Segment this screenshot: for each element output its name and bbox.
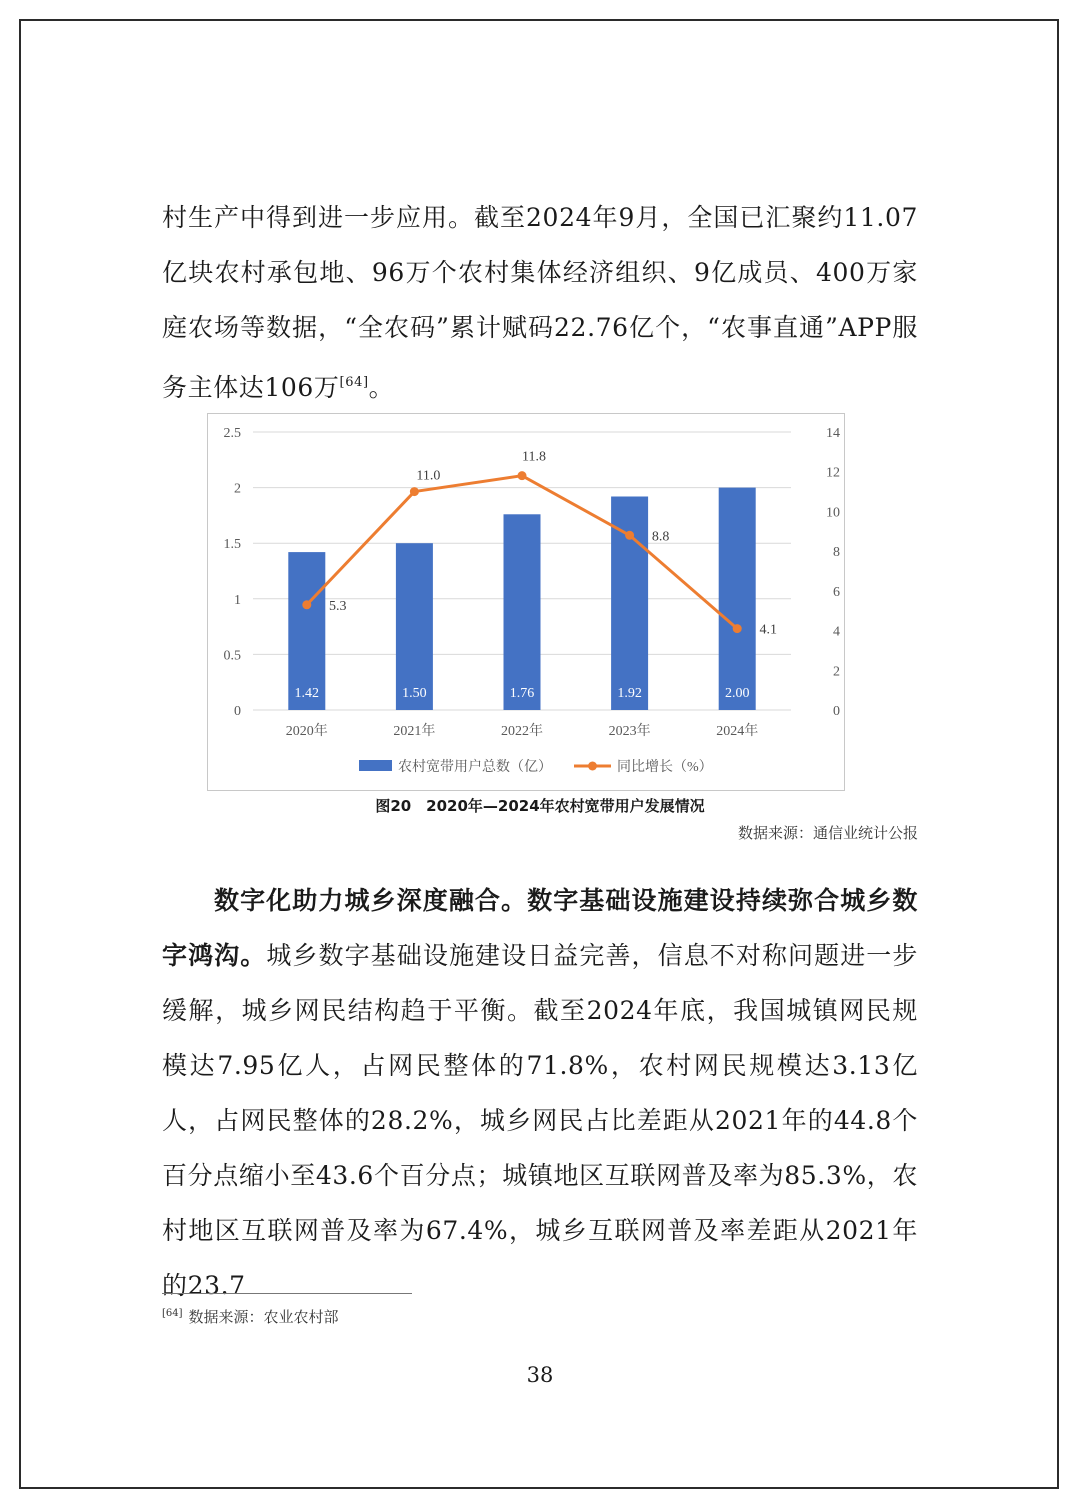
growth-point xyxy=(518,471,527,480)
body-paragraph-2 xyxy=(162,873,918,1313)
bar-data-label: 1.42 xyxy=(294,686,320,701)
growth-point xyxy=(625,531,634,540)
bar xyxy=(396,543,433,710)
body-paragraph-1 xyxy=(162,190,918,415)
left-axis-tick-label: 2 xyxy=(234,481,241,497)
growth-data-label: 8.8 xyxy=(651,529,670,545)
growth-point xyxy=(302,600,311,609)
growth-point xyxy=(733,624,742,633)
bar xyxy=(719,488,756,710)
x-axis-tick-label: 2023年 xyxy=(608,724,651,739)
chart-canvas xyxy=(208,414,846,792)
footnote-text: 数据来源：农业农村部 xyxy=(188,1308,339,1326)
paragraph-2-text: 城乡数字基础设施建设日益完善，信息不对称问题进一步缓解，城乡网民结构趋于平衡。截至2024年底，我国城镇网民规模达7.95亿人，占网民整体的71.8%，农村网民规模达3.13亿人，占网民整体的28.2%，城乡网民占比差距从2021年的44.8个百分点缩小至43.6个百分点；城镇地区互联网普及率为85.3%，农村地区互联网普及率为67.4%，城乡互联网普及率差距从2021年的23.7 xyxy=(162,941,918,1300)
right-axis-tick-label: 4 xyxy=(833,624,840,640)
figure-source: 数据来源：通信业统计公报 xyxy=(737,824,918,842)
paragraph-2-bold-lead: 数字化助力城乡深度融合。数字基础设施建设持续弥合城乡数字鸿沟。 xyxy=(162,886,918,970)
bar-data-label: 1.76 xyxy=(509,686,535,701)
paragraph-1-text: 村生产中得到进一步应用。截至2024年9月，全国已汇聚约11.07亿块农村承包地、96万个农村集体经济组织、9亿成员、400万家庭农场等数据，“全农码”累计赋码22.76亿个，“农事直通”APP服务主体达106万 xyxy=(162,203,918,402)
left-axis-tick-label: 1 xyxy=(234,592,241,608)
growth-point xyxy=(410,487,419,496)
left-axis-tick-label: 2.5 xyxy=(223,426,241,441)
right-axis-tick-label: 12 xyxy=(826,465,840,481)
bar-data-label: 1.92 xyxy=(617,686,642,701)
right-axis-tick-label: 6 xyxy=(833,584,840,600)
footnote-divider xyxy=(162,1293,412,1294)
left-axis-tick-label: 0.5 xyxy=(223,648,241,664)
x-axis-tick-label: 2024年 xyxy=(716,724,759,739)
right-axis-tick-label: 10 xyxy=(826,505,840,521)
legend-bar-label: 农村宽带用户总数（亿） xyxy=(398,760,552,775)
left-axis-tick-label: 0 xyxy=(234,704,241,719)
x-axis-tick-label: 2022年 xyxy=(501,724,543,739)
x-axis-tick-label: 2021年 xyxy=(393,724,436,739)
figure-caption: 图20 2020年—2024年农村宽带用户发展情况 xyxy=(375,797,705,815)
growth-data-label: 4.1 xyxy=(759,622,777,638)
broadband-chart xyxy=(207,413,845,791)
bar-data-label: 2.00 xyxy=(724,686,750,701)
right-axis-tick-label: 0 xyxy=(833,704,840,719)
bar-data-label: 1.50 xyxy=(402,686,427,701)
growth-data-label: 5.3 xyxy=(329,598,347,614)
page-number: 38 xyxy=(526,1363,554,1387)
right-axis-tick-label: 8 xyxy=(833,545,840,561)
legend-bar-swatch xyxy=(359,760,392,771)
right-axis-tick-label: 14 xyxy=(826,426,840,441)
bar xyxy=(504,514,541,710)
growth-data-label: 11.8 xyxy=(522,449,546,465)
paragraph-1-tail: 。 xyxy=(368,373,395,402)
footnote-marker: [64] xyxy=(162,1308,183,1319)
growth-data-label: 11.0 xyxy=(416,468,441,484)
left-axis-tick-label: 1.5 xyxy=(223,537,241,553)
legend-line-label: 同比增长（%） xyxy=(617,760,713,775)
x-axis-tick-label: 2020年 xyxy=(285,724,328,739)
footnote-ref-64[interactable]: [64] xyxy=(339,375,369,390)
legend-line-marker xyxy=(588,762,597,771)
right-axis-tick-label: 2 xyxy=(833,664,840,680)
footnote xyxy=(162,1306,339,1327)
